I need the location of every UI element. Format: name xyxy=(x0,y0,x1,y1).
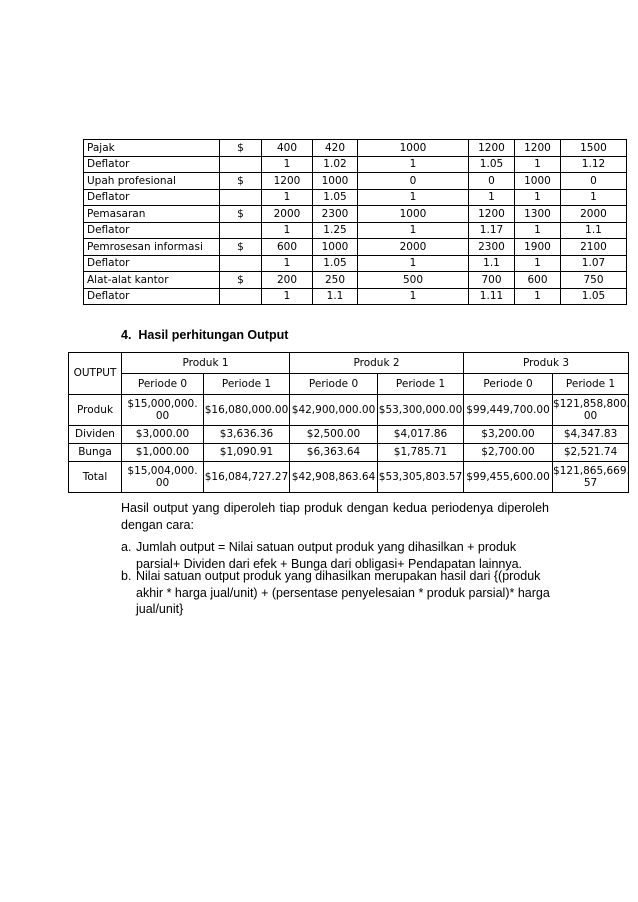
table-row xyxy=(84,222,627,239)
value-cell: 1 xyxy=(358,156,469,173)
value-cell: 1000 xyxy=(515,173,561,190)
value-cell: 1 xyxy=(358,222,469,239)
value-cell: $53,300,000.00 xyxy=(378,395,464,426)
explanation-paragraph xyxy=(121,500,549,533)
table-row xyxy=(84,255,627,272)
row-label: Alat-alat kantor xyxy=(84,272,220,289)
value-cell: 600 xyxy=(515,272,561,289)
table-row xyxy=(69,462,629,493)
value-cell: 1000 xyxy=(313,173,358,190)
value-cell: 1 xyxy=(469,189,515,206)
value-cell: 2100 xyxy=(561,239,627,256)
period-header: Periode 0 xyxy=(464,374,553,395)
value-cell: 1200 xyxy=(262,173,313,190)
period-header: Periode 0 xyxy=(122,374,204,395)
currency-cell: $ xyxy=(220,206,262,223)
value-cell: $1,090.91 xyxy=(204,444,290,462)
value-cell: $4,017.86 xyxy=(378,426,464,444)
value-cell: 1.05 xyxy=(313,255,358,272)
row-label: Dividen xyxy=(69,426,122,444)
value-cell: $2,700.00 xyxy=(464,444,553,462)
row-label: Pemasaran xyxy=(84,206,220,223)
output-corner-cell: OUTPUT xyxy=(69,353,122,395)
value-cell: 1 xyxy=(358,255,469,272)
section-title: Hasil perhitungan Output xyxy=(138,328,289,342)
table-row xyxy=(84,239,627,256)
value-cell: 1.12 xyxy=(561,156,627,173)
value-cell: 750 xyxy=(561,272,627,289)
value-cell: 1 xyxy=(515,255,561,272)
table-row xyxy=(69,395,629,426)
value-cell: 2000 xyxy=(561,206,627,223)
product-header: Produk 1 xyxy=(122,353,290,374)
value-cell: $42,908,863.64 xyxy=(290,462,378,493)
value-cell: 500 xyxy=(358,272,469,289)
value-cell: $1,000.00 xyxy=(122,444,204,462)
value-cell: $3,636.36 xyxy=(204,426,290,444)
value-cell: 1 xyxy=(561,189,627,206)
value-cell: 1 xyxy=(515,222,561,239)
value-cell: $99,449,700.00 xyxy=(464,395,553,426)
row-label: Deflator xyxy=(84,189,220,206)
value-cell: 1 xyxy=(515,189,561,206)
value-cell: 1 xyxy=(358,189,469,206)
value-cell: 0 xyxy=(358,173,469,190)
period-header: Periode 1 xyxy=(553,374,629,395)
value-cell: 1.05 xyxy=(313,189,358,206)
value-cell: 1 xyxy=(262,189,313,206)
table-row xyxy=(84,288,627,305)
currency-cell xyxy=(220,255,262,272)
value-cell: 2000 xyxy=(358,239,469,256)
currency-cell xyxy=(220,222,262,239)
value-cell: $121,858,800. 00 xyxy=(553,395,629,426)
value-cell: 1 xyxy=(262,255,313,272)
value-cell: 1.1 xyxy=(561,222,627,239)
value-cell: 1200 xyxy=(515,140,561,157)
value-cell: 400 xyxy=(262,140,313,157)
value-cell: 1000 xyxy=(358,206,469,223)
period-header: Periode 1 xyxy=(378,374,464,395)
value-cell: 1.1 xyxy=(469,255,515,272)
value-cell: 1 xyxy=(262,222,313,239)
value-cell: 1 xyxy=(358,288,469,305)
value-cell: 1300 xyxy=(515,206,561,223)
row-label: Produk xyxy=(69,395,122,426)
value-cell: $15,000,000. 00 xyxy=(122,395,204,426)
value-cell: 2300 xyxy=(313,206,358,223)
value-cell: 1.11 xyxy=(469,288,515,305)
value-cell: 1500 xyxy=(561,140,627,157)
row-label: Deflator xyxy=(84,288,220,305)
row-label: Deflator xyxy=(84,255,220,272)
value-cell: 1.1 xyxy=(313,288,358,305)
list-marker: a. xyxy=(121,540,132,554)
table-row xyxy=(84,272,627,289)
section-number: 4. xyxy=(121,328,132,342)
section-heading xyxy=(121,328,288,342)
value-cell: 200 xyxy=(262,272,313,289)
value-cell: 1.02 xyxy=(313,156,358,173)
value-cell: 1000 xyxy=(313,239,358,256)
table-row xyxy=(84,189,627,206)
value-cell: 1200 xyxy=(469,206,515,223)
period-header: Periode 1 xyxy=(204,374,290,395)
value-cell: 1.25 xyxy=(313,222,358,239)
row-label: Pajak xyxy=(84,140,220,157)
value-cell: 1900 xyxy=(515,239,561,256)
list-marker: b. xyxy=(121,569,132,583)
table-row xyxy=(84,173,627,190)
value-cell: 0 xyxy=(561,173,627,190)
table-row xyxy=(84,206,627,223)
value-cell: 2000 xyxy=(262,206,313,223)
value-cell: 1 xyxy=(515,288,561,305)
value-cell: $3,200.00 xyxy=(464,426,553,444)
output-table xyxy=(68,352,629,493)
list-item xyxy=(121,568,556,618)
value-cell: $16,080,000.00 xyxy=(204,395,290,426)
value-cell: $2,500.00 xyxy=(290,426,378,444)
currency-cell xyxy=(220,156,262,173)
currency-cell: $ xyxy=(220,239,262,256)
table-row xyxy=(84,156,627,173)
value-cell: 1.17 xyxy=(469,222,515,239)
value-cell: $121,865,669. 57 xyxy=(553,462,629,493)
value-cell: $15,004,000. 00 xyxy=(122,462,204,493)
value-cell: 700 xyxy=(469,272,515,289)
value-cell: 2300 xyxy=(469,239,515,256)
row-label: Upah profesional xyxy=(84,173,220,190)
product-header: Produk 2 xyxy=(290,353,464,374)
value-cell: $42,900,000.00 xyxy=(290,395,378,426)
row-label: Bunga xyxy=(69,444,122,462)
list-text: Jumlah output = Nilai satuan output produk yang dihasilkan + produk parsial+ Dividen dari efek + Bunga dari obligasi+ Pendapatan lainnya. xyxy=(136,540,523,571)
paragraph-line: dengan cara: xyxy=(121,517,194,532)
list-text: Nilai satuan output produk yang dihasilkan merupakan hasil dari {(produk akhir * harga jual/unit) + (persentase penyelesaian * produk parsial)* harga jual/unit} xyxy=(136,569,550,616)
table-row xyxy=(84,140,627,157)
value-cell: $16,084,727.27 xyxy=(204,462,290,493)
value-cell: 1200 xyxy=(469,140,515,157)
currency-cell: $ xyxy=(220,272,262,289)
product-header: Produk 3 xyxy=(464,353,629,374)
cost-deflator-table xyxy=(83,139,627,305)
value-cell: 1.07 xyxy=(561,255,627,272)
value-cell: 0 xyxy=(469,173,515,190)
currency-cell xyxy=(220,189,262,206)
value-cell: $99,455,600.00 xyxy=(464,462,553,493)
row-label: Deflator xyxy=(84,222,220,239)
value-cell: 600 xyxy=(262,239,313,256)
value-cell: $1,785.71 xyxy=(378,444,464,462)
row-label: Total xyxy=(69,462,122,493)
value-cell: 1 xyxy=(262,156,313,173)
value-cell: 1 xyxy=(262,288,313,305)
value-cell: 1 xyxy=(515,156,561,173)
table-row xyxy=(69,426,629,444)
paragraph-line: Hasil output yang diperoleh tiap produk dengan kedua periodenya diperoleh xyxy=(121,501,549,515)
value-cell: $3,000.00 xyxy=(122,426,204,444)
table-row xyxy=(69,444,629,462)
row-label: Deflator xyxy=(84,156,220,173)
row-label: Pemrosesan informasi xyxy=(84,239,220,256)
value-cell: $53,305,803.57 xyxy=(378,462,464,493)
currency-cell xyxy=(220,288,262,305)
value-cell: 1.05 xyxy=(469,156,515,173)
currency-cell: $ xyxy=(220,173,262,190)
value-cell: 250 xyxy=(313,272,358,289)
value-cell: 1000 xyxy=(358,140,469,157)
currency-cell: $ xyxy=(220,140,262,157)
value-cell: 1.05 xyxy=(561,288,627,305)
period-header: Periode 0 xyxy=(290,374,378,395)
value-cell: $4,347.83 xyxy=(553,426,629,444)
value-cell: 420 xyxy=(313,140,358,157)
value-cell: $6,363.64 xyxy=(290,444,378,462)
value-cell: $2,521.74 xyxy=(553,444,629,462)
